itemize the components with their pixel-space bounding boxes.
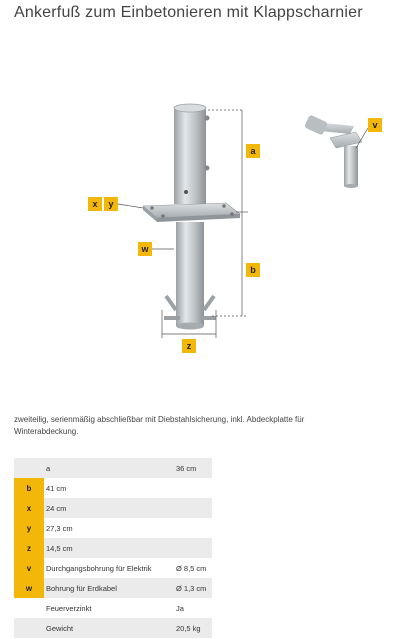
- spec-key: b: [14, 478, 44, 498]
- spec-label: 41 cm: [44, 478, 174, 498]
- spec-label: a: [44, 458, 174, 478]
- spec-value: [174, 538, 212, 558]
- spec-key: w: [14, 578, 44, 598]
- svg-text:w: w: [141, 244, 149, 254]
- spec-value: Ja: [174, 598, 212, 618]
- spec-row: [14, 498, 212, 518]
- svg-text:z: z: [186, 341, 192, 351]
- svg-text:a: a: [250, 146, 256, 156]
- spec-key: [14, 458, 44, 478]
- folded-anchor-illustration: [304, 114, 368, 188]
- spec-label: 24 cm: [44, 498, 174, 518]
- label-badge-y: [104, 197, 118, 211]
- svg-text:v: v: [372, 120, 378, 130]
- anchor-illustration: [143, 104, 240, 330]
- spec-value: Ø 1,3 cm: [174, 578, 212, 598]
- label-badge-v: [368, 118, 382, 132]
- spec-label: 14,5 cm: [44, 538, 174, 558]
- label-badge-a: [246, 144, 260, 158]
- svg-text:b: b: [250, 265, 256, 275]
- spec-key: [14, 598, 44, 618]
- spec-key: z: [14, 538, 44, 558]
- spec-row: [14, 478, 212, 498]
- spec-value: Ø 8,5 cm: [174, 558, 212, 578]
- spec-label: Durchgangsbohrung für Elektrik: [44, 558, 174, 578]
- spec-row: [14, 538, 212, 558]
- label-badge-x: [88, 197, 102, 211]
- spec-key: x: [14, 498, 44, 518]
- spec-label: 27,3 cm: [44, 518, 174, 538]
- spec-row: [14, 578, 212, 598]
- spec-key: v: [14, 558, 44, 578]
- spec-value: [174, 478, 212, 498]
- label-badge-b: [246, 263, 260, 277]
- label-badge-z: [182, 339, 196, 353]
- label-badge-w: [138, 242, 152, 256]
- spec-label: Feuerverzinkt: [44, 598, 174, 618]
- product-description: zweiteilig, serienmäßig abschließbar mit Diebstahlsicherung, inkl. Abdeckplatte für Winterabdeckung.: [14, 415, 305, 436]
- spec-label: Bohrung für Erdkabel: [44, 578, 174, 598]
- page-title: Ankerfuß zum Einbetonieren mit Klappscharnier: [14, 4, 363, 21]
- spec-value: [174, 518, 212, 538]
- svg-text:x: x: [92, 199, 98, 209]
- spec-table: [14, 458, 212, 638]
- spec-key: [14, 618, 44, 638]
- spec-row: [14, 458, 212, 478]
- svg-text:y: y: [108, 199, 114, 209]
- spec-row: [14, 558, 212, 578]
- spec-value: 20,5 kg: [174, 618, 212, 638]
- spec-row: [14, 618, 212, 638]
- spec-value: [174, 498, 212, 518]
- spec-row: [14, 518, 212, 538]
- spec-value: 36 cm: [174, 458, 212, 478]
- spec-row: [14, 598, 212, 618]
- spec-label: Gewicht: [44, 618, 174, 638]
- spec-key: y: [14, 518, 44, 538]
